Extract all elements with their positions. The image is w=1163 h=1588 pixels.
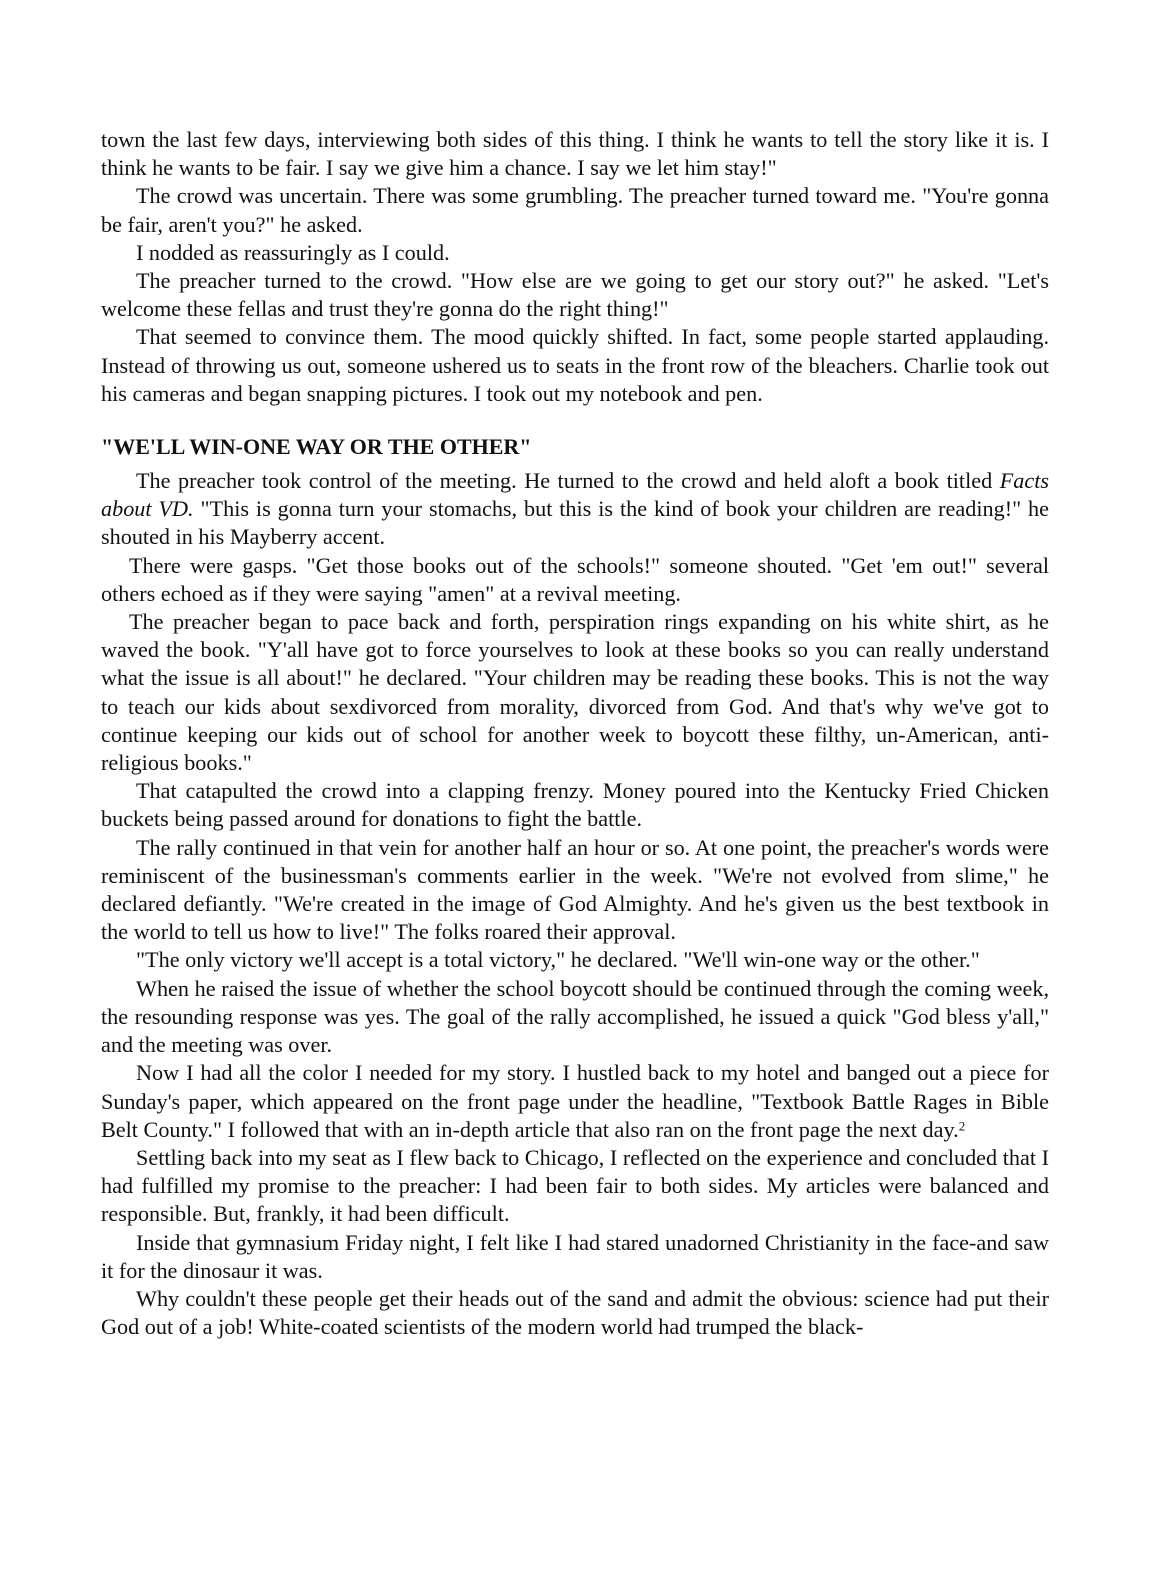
paragraph: When he raised the issue of whether the school boycott should be continued through the coming week, the resounding response was yes. The goal of the rally accomplished, he issued a quick "God bless y'all," and the meeting was over. [101,975,1049,1058]
paragraph: There were gasps. "Get those books out of the schools!" someone shouted. "Get 'em out!" several others echoed as if they were saying "amen" at a revival meeting. [101,552,1049,606]
paragraph: That catapulted the crowd into a clapping frenzy. Money poured into the Kentucky Fried Chicken buckets being passed around for donations to fight the battle. [101,778,1049,832]
paragraph-text: The preacher took control of the meeting. He turned to the crowd and held aloft a book titled [136,468,1000,494]
paragraph: That seemed to convince them. The mood quickly shifted. In fact, some people started applauding. Instead of throwing us out, someone ushered us to seats in the front row of the bleachers. Charlie took out his cameras and began snapping pictures. I took out my notebook and pen. [101,324,1049,406]
paragraph [101,1059,1049,1144]
footnote-marker: 2 [958,1118,966,1134]
paragraph-text: Now I had all the color I needed for my story. I hustled back to my hotel and banged out a piece for Sunday's paper, which appeared on the front page under the headline, "Textbook Battle Rages in Bible Belt County." I followed that with an in-depth article that also ran on the front page the next day. [101,1060,1049,1142]
paragraph: The crowd was uncertain. There was some grumbling. The preacher turned toward me. "You're gonna be fair, aren't you?" he asked. [101,183,1049,237]
paragraph: "The only victory we'll accept is a total victory," he declared. "We'll win-one way or the other." [136,947,980,973]
paragraph [101,467,1049,552]
paragraph: Inside that gymnasium Friday night, I felt like I had stared unadorned Christianity in the face-and saw it for the dinosaur it was. [101,1229,1049,1283]
paragraph-text: "This is gonna turn your stomachs, but this is the kind of book your children are reading!" he shouted in his Mayberry accent. [101,496,1049,550]
paragraph: The rally continued in that vein for another half an hour or so. At one point, the preacher's words were reminiscent of the businessman's comments earlier in the week. "We're not evolved from slime," he declared defiantly. "We're created in the image of God Almighty. And he's given us the best textbook in the world to tell us how to live!" The folks roared their approval. [101,834,1049,945]
paragraph: town the last few days, interviewing both sides of this thing. I think he wants to tell the story like it is. I think he wants to be fair. I say we give him a chance. I say we let him stay!" [101,127,1049,181]
paragraph: The preacher turned to the crowd. "How else are we going to get our story out?" he asked. "Let's welcome these fellas and trust they're gonna do the right thing!" [101,268,1049,322]
paragraph: The preacher began to pace back and forth, perspiration rings expanding on his white shirt, as he waved the book. "Y'all have got to force yourselves to look at these books so you can really understand what the issue is all about!" he declared. "Your children may be reading these books. This is not the way to teach our kids about sexdivorced from morality, divorced from God. And that's why we've got to continue keeping our kids out of school for another week to boycott these filthy, un-American, anti-religious books." [101,609,1049,776]
paragraph: Why couldn't these people get their heads out of the sand and admit the obvious: science had put their God out of a job! White-coated scientists of the modern world had trumped the black- [101,1285,1049,1340]
document-page [101,126,1049,1341]
book-title: Facts about VD. [101,468,1049,522]
paragraph: I nodded as reassuringly as I could. [136,239,450,265]
section-heading: "WE'LL WIN-ONE WAY OR THE OTHER" [101,434,532,460]
paragraph: Settling back into my seat as I flew back to Chicago, I reflected on the experience and concluded that I had fulfilled my promise to the preacher: I had been fair to both sides. My articles were balanced and responsible. But, frankly, it had been difficult. [101,1144,1049,1227]
